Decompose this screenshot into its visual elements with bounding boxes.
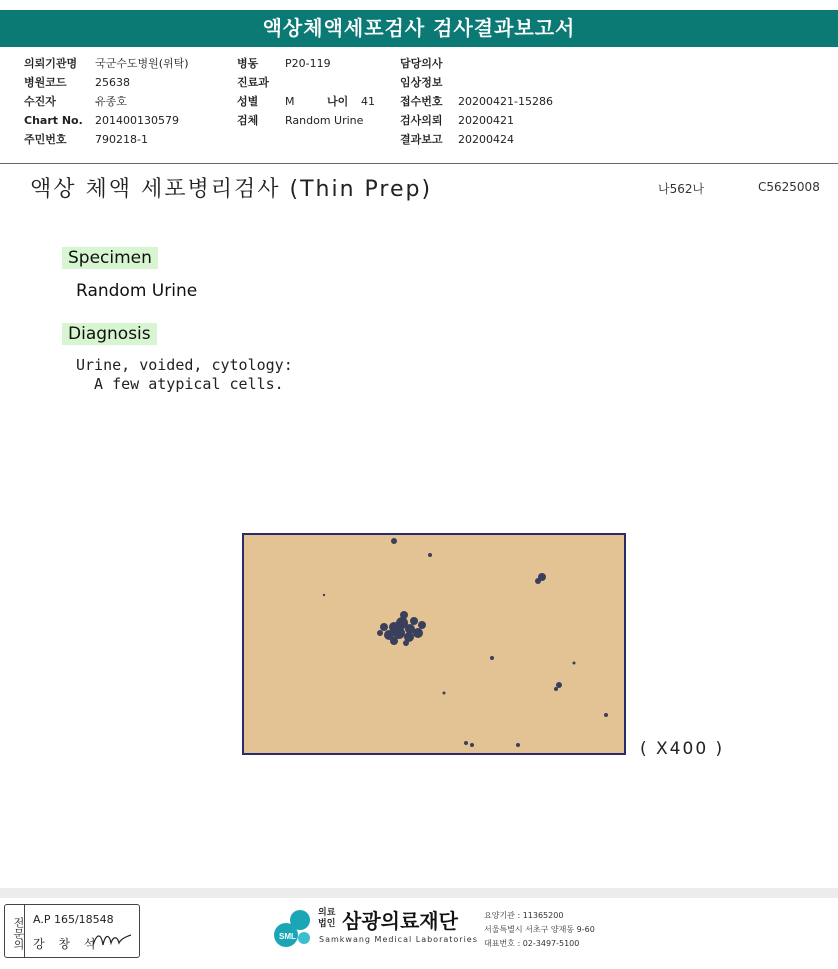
info-label: 검사의뢰 — [400, 114, 443, 127]
pathologist-name: 강 창 석 — [33, 937, 101, 951]
info-label: 병원코드 — [24, 76, 67, 89]
info-value: 790218-1 — [95, 133, 148, 146]
info-value: Random Urine — [285, 114, 364, 127]
info-label: 결과보고 — [400, 133, 443, 146]
sml-logo-icon — [272, 908, 314, 950]
info-value: 국군수도병원(위탁) — [95, 57, 189, 70]
info-label: 검체 — [237, 114, 259, 127]
diagnosis-heading: Diagnosis — [62, 323, 157, 345]
report-title: 액상 체액 세포병리검사 (Thin Prep) — [30, 177, 433, 202]
info-label: 주민번호 — [24, 133, 67, 146]
info-value: 20200424 — [458, 133, 514, 146]
info-value: 20200421 — [458, 114, 514, 127]
info-label: 진료과 — [237, 76, 269, 89]
cell-cluster-illustration — [244, 535, 624, 753]
info-label: 병동 — [237, 57, 259, 70]
specialist-tag: 전문의 — [5, 905, 25, 957]
institution-code: 요양기관 : 11365200 — [484, 911, 564, 920]
age-value: 41 — [361, 95, 375, 108]
info-label: 임상정보 — [400, 76, 443, 89]
organization-name: 삼광의료재단 — [342, 909, 458, 933]
microscopy-image — [242, 533, 626, 755]
info-value: 20200421-15286 — [458, 95, 553, 108]
info-label: 담당의사 — [400, 57, 443, 70]
diagnosis-line-2: A few atypical cells. — [76, 375, 284, 393]
footer-separator — [0, 888, 838, 898]
info-label: 수진자 — [24, 95, 56, 108]
patient-info-col1 — [24, 54, 189, 149]
signature-icon — [91, 929, 135, 951]
info-value: 201400130579 — [95, 114, 179, 127]
pathologist-signature-box — [4, 904, 140, 958]
magnification-label: ( X400 ) — [640, 739, 725, 759]
info-value: P20-119 — [285, 57, 331, 70]
org-prefix — [318, 908, 335, 930]
ap-number: A.P 165/18548 — [33, 913, 114, 926]
header-divider — [0, 163, 838, 164]
info-value: M — [285, 95, 295, 108]
info-value: 유종호 — [95, 95, 127, 108]
org-prefix-2: 법인 — [318, 919, 336, 929]
patient-info-col3 — [400, 54, 553, 149]
org-prefix-1: 의료 — [318, 908, 336, 918]
patient-info-col2 — [237, 54, 375, 130]
reference-code-2: C5625008 — [758, 180, 820, 194]
age-label: 나이 — [327, 95, 349, 108]
organization-phone: 대표번호 : 02-3497-5100 — [484, 939, 580, 948]
report-header-title: 액상체액세포검사 검사결과보고서 — [0, 10, 838, 47]
info-label: 접수번호 — [400, 95, 443, 108]
organization-english-name: Samkwang Medical Laboratories — [319, 935, 478, 944]
info-label: 성별 — [237, 95, 259, 108]
logo-text: SML — [279, 932, 296, 941]
info-label: Chart No. — [24, 114, 83, 127]
info-label: 의뢰기관명 — [24, 57, 78, 70]
specimen-heading: Specimen — [62, 247, 158, 269]
info-value: 25638 — [95, 76, 130, 89]
specimen-value: Random Urine — [76, 281, 198, 301]
organization-address: 서울특별시 서초구 양재동 9-60 — [484, 925, 595, 934]
reference-code-1: 나562나 — [658, 182, 705, 196]
diagnosis-line-1: Urine, voided, cytology: — [76, 356, 293, 374]
